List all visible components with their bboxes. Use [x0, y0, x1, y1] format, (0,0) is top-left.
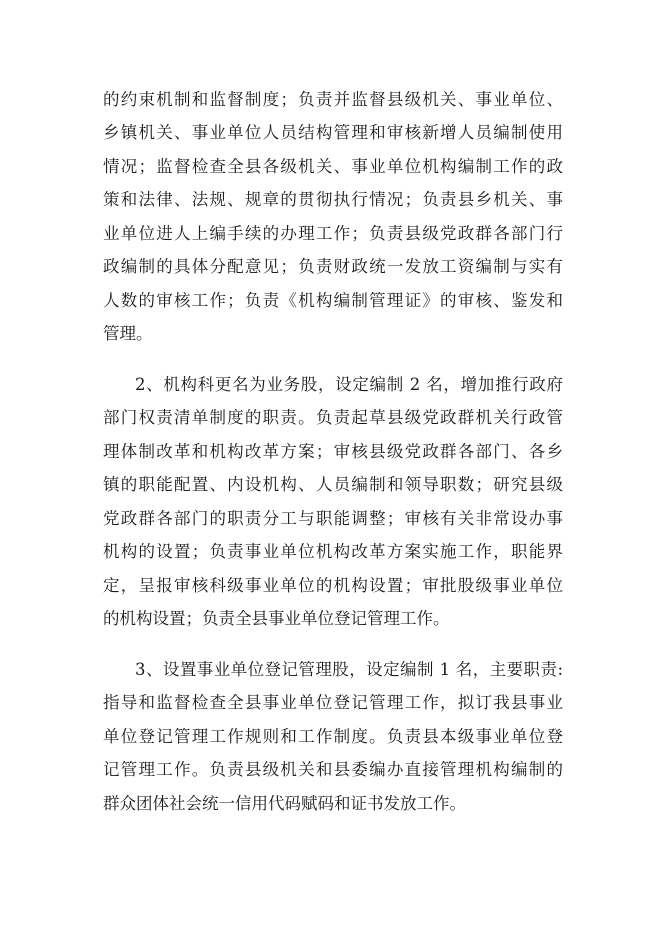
text-line: 镇的职能配置、内设机构、人员编制和领导职数；研究县级	[103, 475, 563, 494]
text-line: 情况；监督检查全县各级机关、事业单位机构编制工作的政	[103, 157, 563, 176]
text-line: 群众团体社会统一信用代码赋码和证书发放工作。	[103, 794, 466, 813]
text-line: 机构的设置；负责事业单位机构改革方案实施工作，职能界	[103, 542, 563, 561]
text-line: 2、机构科更名为业务股，设定编制 2 名，增加推行政府	[135, 375, 563, 394]
text-line: 单位登记管理工作规则和工作制度。负责县本级事业单位登	[103, 727, 563, 746]
text-line: 定，呈报审核科级事业单位的机构设置；审批股级事业单位	[103, 576, 563, 595]
text-line: 的约束机制和监督制度；负责并监督县级机关、事业单位、	[103, 90, 563, 109]
text-line: 政编制的具体分配意见；负责财政统一发放工资编制与实有	[103, 257, 563, 276]
text-line: 指导和监督检查全县事业单位登记管理工作，拟订我县事业	[103, 693, 563, 712]
text-line: 记管理工作。负责县级机关和县委编办直接管理机构编制的	[103, 760, 563, 779]
text-line: 人数的审核工作；负责《机构编制管理证》的审核、鉴发和	[103, 291, 563, 310]
text-line: 业单位进人上编手续的办理工作；负责县级党政群各部门行	[103, 224, 563, 243]
text-line: 乡镇机关、事业单位人员结构管理和审核新增人员编制使用	[103, 123, 563, 142]
text-line: 部门权责清单制度的职责。负责起草县级党政群机关行政管	[103, 408, 563, 427]
text-line: 管理。	[103, 324, 153, 343]
text-line: 3、设置事业单位登记管理股，设定编制 1 名，主要职责:	[135, 660, 563, 679]
text-line: 党政群各部门的职责分工与职能调整；审核有关非常设办事	[103, 509, 563, 528]
text-line: 的机构设置；负责全县事业单位登记管理工作。	[103, 609, 450, 628]
text-line: 理体制改革和机构改革方案；审核县级党政群各部门、各乡	[103, 442, 563, 461]
text-line: 策和法律、法规、规章的贯彻执行情况；负责县乡机关、事	[103, 190, 563, 209]
